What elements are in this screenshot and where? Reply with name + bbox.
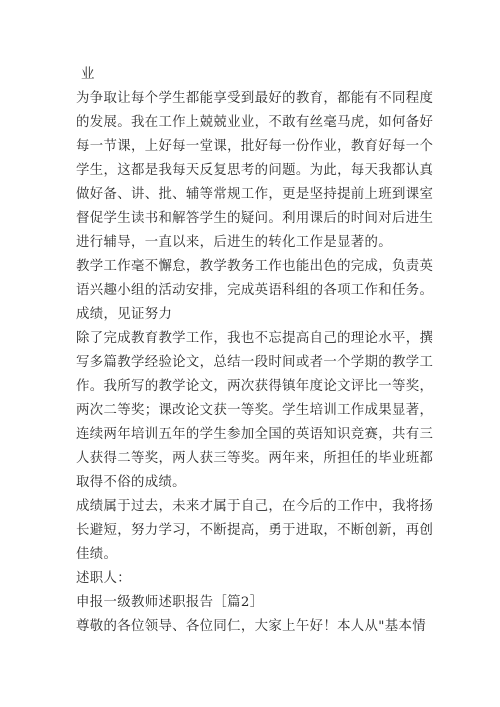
text-line: 成绩属于过去，未来才属于自己，在今后的工作中，我将扬 — [76, 499, 434, 514]
text-line: 两次二等奖；课改论文获一等奖。学生培训工作成果显著， — [76, 403, 434, 418]
text-line: 佳绩。 — [76, 547, 118, 562]
text-line: 取得不俗的成绩。 — [76, 475, 186, 490]
text-line: 做好备、讲、批、辅等常规工作，更是坚持提前上班到课室 — [76, 187, 434, 202]
signature-label: 述职人： — [76, 571, 131, 586]
text-line: 写多篇教学经验论文，总结一段时间或者一个学期的教学工 — [76, 355, 434, 370]
text-line: 为争取让每个学生都能享受到最好的教育，都能有不同程度 — [76, 91, 434, 106]
text-line: 长避短，努力学习，不断提高，勇于进取，不断创新，再创 — [76, 523, 434, 538]
text-line: 除了完成教育教学工作，我也不忘提高自己的理论水平，撰 — [76, 331, 434, 346]
text-line: 督促学生读书和解答学生的疑问。利用课后的时间对后进生 — [76, 211, 434, 226]
text-line: 业 — [81, 67, 95, 82]
text-line: 作。我所写的教学论文，两次获得镇年度论文评比一等奖， — [76, 379, 434, 394]
text-line: 每一节课，上好每一堂课，批好每一份作业，教育好每一个 — [76, 139, 434, 154]
text-line: 的发展。我在工作上兢兢业业，不敢有丝毫马虎，如何备好 — [76, 115, 434, 130]
text-line: 进行辅导，一直以来，后进生的转化工作是显著的。 — [76, 235, 393, 250]
text-line: 人获得二等奖，两人获三等奖。两年来，所担任的毕业班都 — [76, 451, 434, 466]
text-line: 学生，这都是我每天反复思考的问题。为此，每天我都认真 — [76, 163, 434, 178]
section-heading: 成绩，见证努力 — [76, 307, 173, 322]
text-line: 连续两年培训五年的学生参加全国的英语知识竞赛，共有三 — [76, 427, 434, 442]
text-line: 尊敬的各位领导、各位同仁，大家上午好！本人从"基本情 — [76, 619, 427, 634]
text-line: 语兴趣小组的活动安排，完成英语科组的各项工作和任务。 — [76, 283, 434, 298]
text-line: 教学工作毫不懈怠，教学教务工作也能出色的完成，负责英 — [76, 259, 434, 274]
document-title: 申报一级教师述职报告［篇2］ — [76, 595, 264, 610]
